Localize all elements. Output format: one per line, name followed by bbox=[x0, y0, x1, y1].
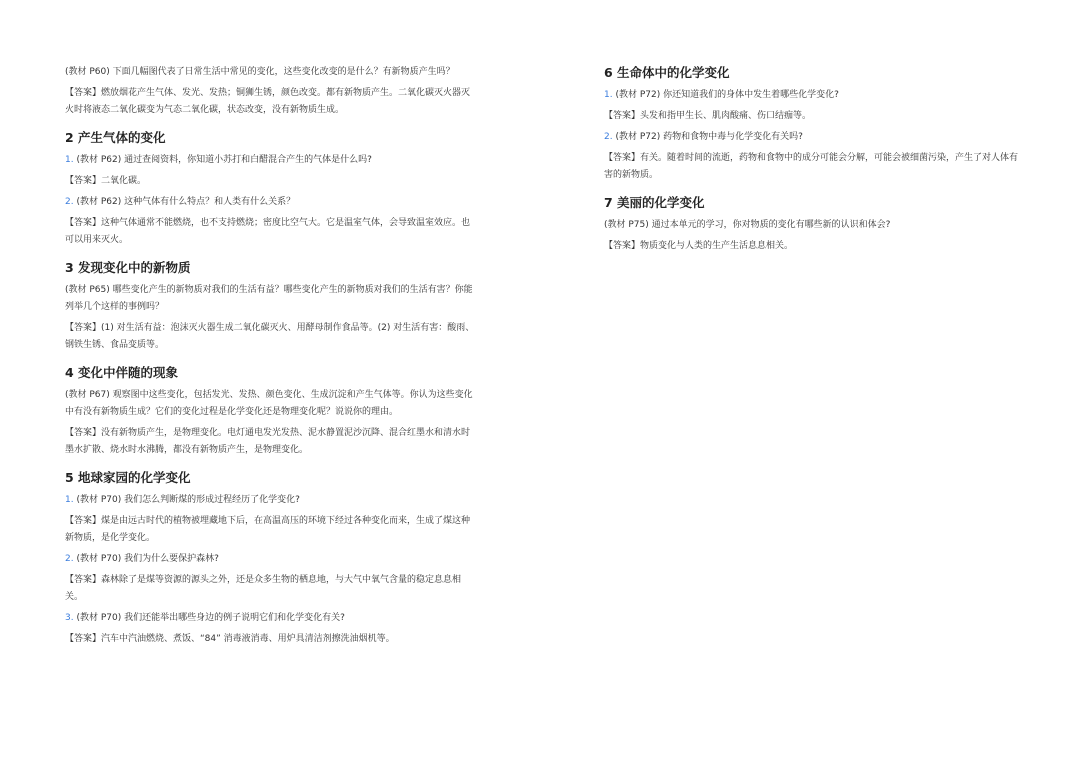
list-number: 1. bbox=[65, 155, 74, 165]
sec6-q1 bbox=[604, 87, 1020, 104]
list-number: 2. bbox=[65, 554, 74, 564]
intro-question: (教材 P60) 下面几幅图代表了日常生活中常见的变化，这些变化改变的是什么？有新物质产生吗？ bbox=[65, 67, 455, 77]
list-number: 1. bbox=[604, 90, 613, 100]
question-text: (教材 P62) 这种气体有什么特点？和人类有什么关系？ bbox=[76, 197, 296, 207]
sec5-a2: 【答案】森林除了是煤等资源的源头之外，还是众多生物的栖息地，与大气中氧气含量的稳定息息相关。 bbox=[65, 575, 462, 602]
sec5-q1 bbox=[65, 492, 477, 509]
question-text: (教材 P72) 你还知道我们的身体中发生着哪些化学变化? bbox=[615, 90, 839, 100]
sec2-a2: 【答案】这种气体通常不能燃烧，也不支持燃烧；密度比空气大。它是温室气体，会导致温室效应。也可以用来灭火。 bbox=[65, 218, 471, 245]
sec6-q2 bbox=[604, 129, 1020, 146]
sec5-q3 bbox=[65, 610, 477, 627]
question-text: (教材 P70) 我们怎么判断煤的形成过程经历了化学变化? bbox=[76, 495, 300, 505]
section-3-title: 3 发现变化中的新物质 bbox=[65, 260, 191, 275]
sec3-answer: 【答案】(1) 对生活有益：泡沫灭火器生成二氧化碳灭火、用酵母制作食品等。(2) 对生活有害：酸雨、钢铁生锈、食品变质等。 bbox=[65, 323, 475, 350]
sec6-a2: 【答案】有关。随着时间的流逝，药物和食物中的成分可能会分解，可能会被细菌污染，产生了对人体有害的新物质。 bbox=[604, 153, 1019, 180]
sec3-question: (教材 P65) 哪些变化产生的新物质对我们的生活有益？哪些变化产生的新物质对我们的生活有害？你能列举几个这样的事例吗？ bbox=[65, 285, 473, 312]
section-7-title: 7 美丽的化学变化 bbox=[604, 195, 705, 210]
sec5-q2 bbox=[65, 551, 477, 568]
sec5-a1: 【答案】煤是由远古时代的植物被埋藏地下后，在高温高压的环境下经过各种变化而来，生成了煤这种新物质，是化学变化。 bbox=[65, 516, 471, 543]
sec2-q1 bbox=[65, 152, 477, 169]
sec2-a1: 【答案】二氧化碳。 bbox=[65, 176, 147, 186]
sec5-a3: 【答案】汽车中汽油燃烧、煮饭、“84” 消毒液消毒、用炉具清洁剂擦洗油烟机等。 bbox=[65, 634, 395, 644]
sec7-answer: 【答案】物质变化与人类的生产生活息息相关。 bbox=[604, 241, 794, 251]
list-number: 3. bbox=[65, 613, 74, 623]
sec7-question: (教材 P75) 通过本单元的学习，你对物质的变化有哪些新的认识和体会? bbox=[604, 220, 891, 230]
section-4-title: 4 变化中伴随的现象 bbox=[65, 365, 179, 380]
left-column bbox=[65, 64, 477, 652]
section-6-title: 6 生命体中的化学变化 bbox=[604, 65, 730, 80]
question-text: (教材 P70) 我们还能举出哪些身边的例子说明它们和化学变化有关? bbox=[76, 613, 345, 623]
section-5-title: 5 地球家园的化学变化 bbox=[65, 470, 191, 485]
intro-answer: 【答案】燃放烟花产生气体、发光、发热；铜狮生锈，颜色改变。都有新物质产生。二氧化碳灭火器灭火时将液态二氧化碳变为气态二氧化碳，状态改变，没有新物质生成。 bbox=[65, 88, 471, 115]
list-number: 2. bbox=[65, 197, 74, 207]
sec4-question: (教材 P67) 观察图中这些变化，包括发光、发热、颜色变化、生成沉淀和产生气体等。你认为这些变化中有没有新物质生成？它们的变化过程是化学变化还是物理变化呢？说说你的理由。 bbox=[65, 390, 473, 417]
question-text: (教材 P72) 药物和食物中毒与化学变化有关吗? bbox=[615, 132, 803, 142]
sec4-answer: 【答案】没有新物质产生，是物理变化。电灯通电发光发热、泥水静置泥沙沉降、混合红墨水和清水时墨水扩散、烧水时水沸腾，都没有新物质产生，是物理变化。 bbox=[65, 428, 471, 455]
list-number: 2. bbox=[604, 132, 613, 142]
question-text: (教材 P62) 通过查阅资料，你知道小苏打和白醋混合产生的气体是什么吗? bbox=[76, 155, 372, 165]
sec6-a1: 【答案】头发和指甲生长、肌肉酸痛、伤口结痂等。 bbox=[604, 111, 812, 121]
list-number: 1. bbox=[65, 495, 74, 505]
right-column bbox=[604, 64, 1020, 259]
sec2-q2 bbox=[65, 194, 477, 211]
section-2-title: 2 产生气体的变化 bbox=[65, 130, 166, 145]
question-text: (教材 P70) 我们为什么要保护森林? bbox=[76, 554, 219, 564]
